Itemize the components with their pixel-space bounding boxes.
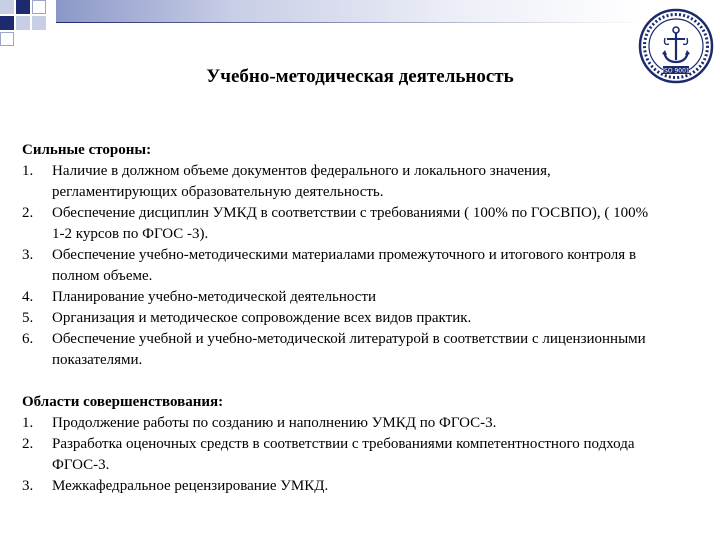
- list-item: [22, 329, 662, 371]
- item-number: 5.: [22, 310, 34, 326]
- list-item: [22, 245, 662, 287]
- header-gradient-bar: [56, 0, 646, 22]
- item-number: 1.: [22, 163, 34, 179]
- list-item: [22, 413, 662, 434]
- deco-square: [32, 0, 46, 14]
- deco-square: [16, 16, 30, 30]
- list-item: [22, 287, 662, 308]
- item-number: 3.: [22, 478, 34, 494]
- item-text: Межкафедральное рецензирование УМКД.: [52, 478, 329, 494]
- improvements-heading: Области совершенствования:: [22, 394, 224, 410]
- item-text: Организация и методическое сопровождение всех видов практик.: [52, 310, 472, 326]
- header-divider: [56, 22, 646, 23]
- item-number: 1.: [22, 415, 34, 431]
- item-number: 4.: [22, 289, 34, 305]
- improvements-list: [22, 413, 662, 497]
- item-number: 2.: [22, 436, 34, 452]
- item-text: Разработка оценочных средств в соответствии с требованиями компетентностного подхода ФГОС-3.: [52, 436, 635, 473]
- deco-square: [32, 16, 46, 30]
- section-spacer: [22, 371, 662, 392]
- item-number: 2.: [22, 205, 34, 221]
- strengths-heading: Сильные стороны:: [22, 142, 152, 158]
- item-number: 6.: [22, 331, 34, 347]
- item-text: Обеспечение учебной и учебно-методической литературой в соответствии с лицензионными показателями.: [52, 331, 646, 368]
- item-text: Обеспечение учебно-методическими материалами промежуточного и итогового контроля в полном объеме.: [52, 247, 637, 284]
- deco-square: [0, 16, 14, 30]
- item-text: Наличие в должном объеме документов федерального и локального значения, регламентирующих образовательную деятельность.: [52, 163, 551, 200]
- slide-body: [22, 140, 662, 497]
- list-item: [22, 434, 662, 476]
- seal-ring-text: ISO 9001: [662, 67, 690, 75]
- list-item: [22, 308, 662, 329]
- deco-square: [0, 0, 14, 14]
- list-item: [22, 476, 662, 497]
- deco-square: [0, 32, 14, 46]
- deco-square: [16, 0, 30, 14]
- list-item: [22, 161, 662, 203]
- strengths-list: [22, 161, 662, 371]
- item-text: Планирование учебно-методической деятельности: [52, 289, 377, 305]
- item-text: Обеспечение дисциплин УМКД в соответствии с требованиями ( 100% по ГОСВПО), ( 100% 1-2 курсов по ФГОС -3).: [52, 205, 649, 242]
- slide-title: Учебно-методическая деятельность: [206, 66, 514, 87]
- item-text: Продолжение работы по созданию и наполнению УМКД по ФГОС-3.: [52, 415, 497, 431]
- list-item: [22, 203, 662, 245]
- item-number: 3.: [22, 247, 34, 263]
